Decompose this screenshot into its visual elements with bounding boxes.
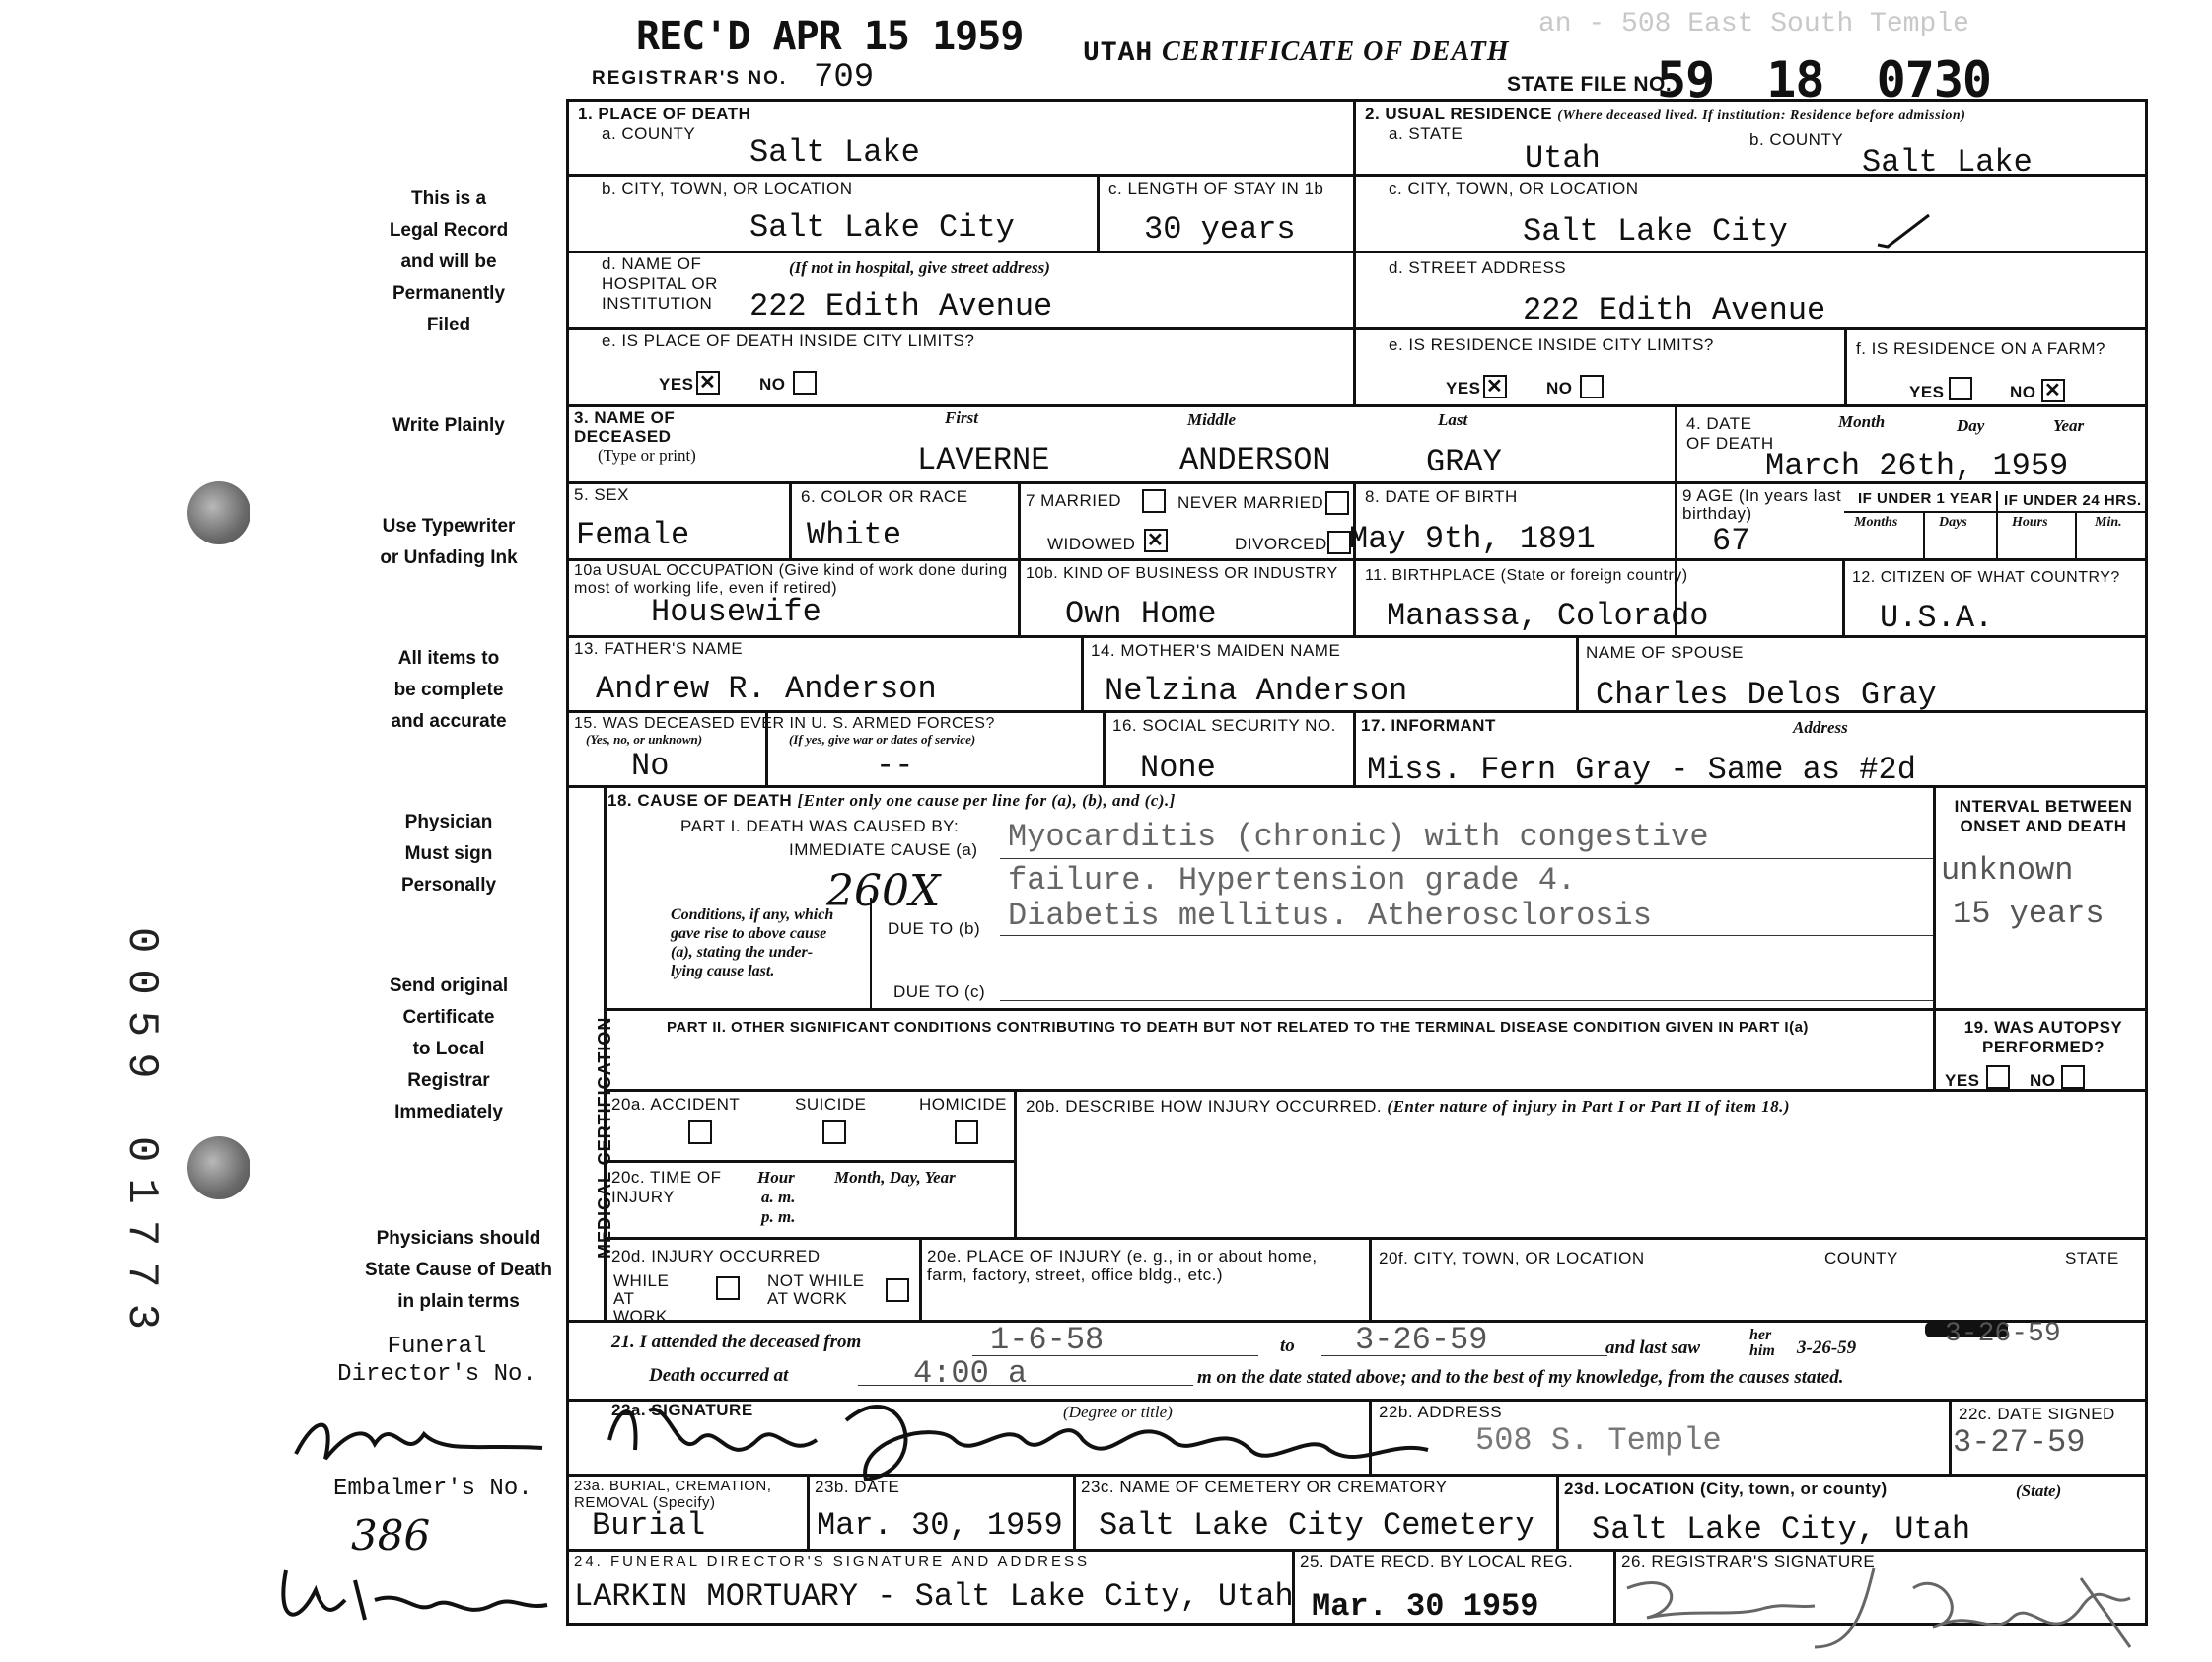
occurred-time: 4:00 a <box>913 1355 1028 1392</box>
sidebar-text: to Local <box>412 1039 485 1059</box>
res-state: Utah <box>1525 140 1601 177</box>
dod-label-text: 4. DATE OF DEATH <box>1686 414 1774 453</box>
residence-label <box>1365 105 1965 125</box>
burial-type: Burial <box>592 1507 706 1544</box>
rule <box>1353 481 1356 635</box>
rule <box>1844 327 1847 404</box>
rule <box>1353 99 1356 404</box>
spouse: Charles Delos Gray <box>1596 677 1937 713</box>
rule <box>789 481 792 558</box>
rule <box>604 1008 2148 1011</box>
not-work-label <box>767 1272 876 1308</box>
street: 222 Edith Avenue <box>1523 292 1826 328</box>
sidebar-text: Send original <box>389 976 509 996</box>
registrars-no: 709 <box>814 59 875 97</box>
occurred-label: Death occurred at <box>649 1365 789 1386</box>
sidebar-text: Legal Record <box>389 220 509 241</box>
res-county-label: b. COUNTY <box>1749 130 1844 149</box>
mother-label: 14. MOTHER'S MAIDEN NAME <box>1091 641 1341 660</box>
farm-no-checkbox[interactable] <box>2041 379 2065 402</box>
mdy-label: Month, Day, Year <box>834 1168 956 1187</box>
due-b-label: DUE TO (b) <box>888 919 981 938</box>
citizen-label: 12. CITIZEN OF WHAT COUNTRY? <box>1852 569 2120 586</box>
widowed-label: WIDOWED <box>1047 535 1136 553</box>
divorced-label: DIVORCED <box>1235 535 1327 553</box>
res-city-label: c. CITY, TOWN, OR LOCATION <box>1389 180 1639 198</box>
race: White <box>807 517 902 553</box>
sidebar-embalmer-no: Embalmer's No. <box>333 1476 533 1502</box>
sidebar-text: All items to <box>397 648 500 669</box>
punch-hole-bottom <box>187 1136 250 1199</box>
sidebar-physician <box>335 807 562 902</box>
hour-label: Hour <box>757 1168 795 1187</box>
homicide-label: HOMICIDE <box>919 1095 1007 1114</box>
suicide-checkbox[interactable] <box>822 1120 846 1144</box>
age-label-text: 9 AGE (In years last birthday) <box>1682 486 1842 523</box>
sidebar-text: Funeral <box>387 1334 487 1360</box>
autopsy-yes-checkbox[interactable] <box>1986 1065 2010 1089</box>
title-text: CERTIFICATE OF DEATH <box>1162 36 1510 67</box>
rule <box>1103 710 1106 785</box>
res-yes-label: YES <box>1446 379 1481 397</box>
day-label: Day <box>1957 416 1985 435</box>
date-of-death: March 26th, 1959 <box>1765 448 2069 484</box>
sidebar-text: State Cause of Death <box>364 1260 553 1280</box>
sidebar-text: Permanently <box>392 283 506 304</box>
interval-a: unknown <box>1941 852 2074 889</box>
burial-type-label <box>574 1478 797 1511</box>
mother: Nelzina Anderson <box>1105 673 1408 709</box>
stay-label: c. LENGTH OF STAY IN 1b <box>1108 180 1324 198</box>
cause-a-line2: failure. Hypertension grade 4. <box>1008 862 1577 899</box>
cause-a-underline <box>1000 858 1933 859</box>
occurred-suffix: m on the date stated above; and to the best of my knowledge, from the causes stated. <box>1197 1367 1844 1388</box>
sidebar-text: or Unfading Ink <box>380 547 518 568</box>
residence-label-note: (Where deceased lived. If institution: Residence before admission) <box>1557 108 1966 123</box>
cemetery-label: 23c. NAME OF CEMETERY OR CREMATORY <box>1081 1478 1448 1496</box>
res-city: Salt Lake City <box>1523 213 1788 250</box>
under-day-label: IF UNDER 24 HRS. <box>2004 492 2142 509</box>
autopsy-label <box>1939 1018 2148 1057</box>
rule <box>604 1237 2148 1240</box>
autopsy-no-label: NO <box>2030 1071 2056 1090</box>
immediate-label: IMMEDIATE CAUSE (a) <box>789 840 978 859</box>
interval-b: 15 years <box>1953 896 2105 932</box>
rule <box>1613 1549 1616 1626</box>
dob-label: 8. DATE OF BIRTH <box>1365 487 1518 506</box>
cause-a-line1: Myocarditis (chronic) with congestive <box>1008 819 1709 855</box>
autopsy-no-checkbox[interactable] <box>2061 1065 2085 1089</box>
medical-side-label: MEDICAL CERTIFICATION <box>595 1016 614 1259</box>
farm-no-label: NO <box>2010 383 2036 401</box>
occupation-label <box>574 562 1008 598</box>
due-c-label: DUE TO (c) <box>893 982 986 1001</box>
sidebar-text: Use Typewriter <box>382 516 516 537</box>
rule <box>604 1160 1014 1163</box>
attended-from: 1-6-58 <box>990 1322 1105 1358</box>
rule <box>1081 635 1084 710</box>
injury-desc-label-text: 20b. DESCRIBE HOW INJURY OCCURRED. <box>1026 1097 1383 1116</box>
not-work-checkbox[interactable] <box>886 1278 909 1302</box>
while-work-checkbox[interactable] <box>716 1276 740 1300</box>
funeral-director: LARKIN MORTUARY - Salt Lake City, Utah <box>574 1578 1294 1615</box>
alive-on: 3-26-59 <box>1945 1319 2061 1349</box>
sidebar-send <box>335 971 562 1128</box>
res-inside-label: e. IS RESIDENCE INSIDE CITY LIMITS? <box>1389 335 1714 354</box>
armed-note-a: (Yes, no, or unknown) <box>586 732 703 747</box>
res-yes-checkbox[interactable] <box>1483 375 1507 398</box>
title-state: UTAH <box>1083 38 1154 69</box>
vertical-certificate-number: 0059 01773 <box>116 927 166 1346</box>
while-work-text: WHILE AT WORK <box>613 1271 670 1326</box>
registrars-no-label: REGISTRAR'S NO. <box>592 68 788 89</box>
sidebar-complete <box>335 643 562 738</box>
sidebar-text: be complete <box>393 680 504 700</box>
time-injury-label-text: 20c. TIME OF INJURY <box>611 1168 722 1206</box>
first-label: First <box>945 408 979 427</box>
armed-dates: -- <box>876 748 914 784</box>
res-state-label: a. STATE <box>1389 124 1463 143</box>
hospital-label <box>602 254 740 314</box>
funeral-director-signature-drawing <box>286 1405 552 1474</box>
location: Salt Lake City, Utah <box>1592 1511 1971 1548</box>
check-mark-drawing <box>1874 211 1933 251</box>
place-injury-label <box>927 1247 1361 1284</box>
ssn-label: 16. SOCIAL SECURITY NO. <box>1112 716 1336 735</box>
cause-label-text: 18. CAUSE OF DEATH <box>607 791 793 810</box>
farm-yes-checkbox[interactable] <box>1949 377 1972 400</box>
pod-county: Salt Lake <box>749 134 920 171</box>
age: 67 <box>1712 523 1750 559</box>
rule <box>604 1089 2148 1092</box>
interval-label-text: INTERVAL BETWEEN ONSET AND DEATH <box>1954 797 2133 835</box>
divorced-checkbox[interactable] <box>1327 531 1351 554</box>
date-recd: Mar. 30 1959 <box>1312 1588 1539 1625</box>
rule <box>566 327 2148 330</box>
stay: 30 years <box>1144 211 1296 248</box>
hospital-note: (If not in hospital, give street address) <box>789 258 1050 277</box>
sidebar-funeral-no <box>314 1334 560 1389</box>
sidebar-text: Physicians should <box>376 1228 541 1249</box>
dob: May 9th, 1891 <box>1349 521 1596 557</box>
conditions-label-text: Conditions, if any, which gave rise to above cause (a), stating the under- lying cause last. <box>671 906 834 979</box>
farm-label: f. IS RESIDENCE ON A FARM? <box>1856 339 2105 358</box>
interval-label <box>1939 797 2148 836</box>
rule <box>1923 511 1925 558</box>
sidebar-typewriter <box>335 511 562 574</box>
suicide-label: SUICIDE <box>795 1095 867 1114</box>
cemetery: Salt Lake City Cemetery <box>1099 1507 1534 1544</box>
attended-label: 21. I attended the deceased from <box>611 1332 862 1352</box>
rule <box>1933 785 1936 1089</box>
rule <box>1576 635 1579 710</box>
her-him-label: her him <box>1749 1327 1775 1359</box>
days-label: Days <box>1939 515 1967 530</box>
rule <box>1949 1399 1952 1474</box>
while-work-label <box>613 1272 692 1326</box>
check-mark <box>1874 211 1933 255</box>
name-label <box>574 408 742 446</box>
business: Own Home <box>1065 596 1217 632</box>
embalmer-number: 386 <box>351 1511 431 1559</box>
rule <box>566 558 2148 561</box>
rule <box>1369 1237 1372 1320</box>
sidebar-text: Director's No. <box>337 1361 536 1388</box>
pod-county-label: a. COUNTY <box>602 124 696 143</box>
attended-to-underline <box>1321 1355 1607 1356</box>
rule <box>2075 511 2077 558</box>
sidebar-text: and will be <box>400 252 497 272</box>
burial-type-label-text: 23a. BURIAL, CREMATION, REMOVAL (Specify) <box>574 1478 772 1511</box>
min-label: Min. <box>2095 515 2122 530</box>
burial-date: Mar. 30, 1959 <box>817 1507 1063 1544</box>
cause-label <box>607 791 1176 810</box>
location-state-label: (State) <box>2016 1481 2062 1500</box>
birthplace-label: 11. BIRTHPLACE (State or foreign country) <box>1365 567 1688 584</box>
rule <box>1556 1474 1559 1549</box>
address-label: 22b. ADDRESS <box>1379 1403 1503 1421</box>
birthplace: Manassa, Colorado <box>1387 598 1709 634</box>
cause-b-underline <box>1000 935 1933 936</box>
injury-county-label: COUNTY <box>1824 1249 1898 1267</box>
pod-yes-label: YES <box>659 375 694 394</box>
pod-city: Salt Lake City <box>749 209 1015 246</box>
sidebar-text: This is a <box>410 188 487 209</box>
sidebar-text: in plain terms <box>397 1291 520 1312</box>
res-no-checkbox[interactable] <box>1580 375 1604 398</box>
burial-date-label: 23b. DATE <box>815 1478 900 1496</box>
name-note: (Type or print) <box>598 446 696 465</box>
sidebar-text: Must sign <box>404 843 493 864</box>
never-married-label: NEVER MARRIED <box>1177 493 1324 512</box>
autopsy-label-text: 19. WAS AUTOPSY PERFORMED? <box>1963 1018 2123 1056</box>
time-injury-label <box>611 1168 730 1207</box>
embalmer-signature-drawing <box>266 1560 552 1639</box>
hospital: 222 Edith Avenue <box>749 288 1053 325</box>
sidebar-legal <box>335 183 562 341</box>
sidebar-text: Certificate <box>402 1007 495 1028</box>
city-injury-label: 20f. CITY, TOWN, OR LOCATION <box>1379 1249 1645 1267</box>
place-of-death-label: 1. PLACE OF DEATH <box>578 105 751 123</box>
rule <box>919 1237 922 1320</box>
sidebar-text: Filed <box>426 315 471 335</box>
not-work-text: NOT WHILE AT WORK <box>767 1271 865 1308</box>
state-file-label: STATE FILE NO. <box>1507 73 1673 96</box>
attended-to: 3-26-59 <box>1355 1322 1488 1358</box>
date-signed-label: 22c. DATE SIGNED <box>1959 1405 2115 1423</box>
conditions-label <box>671 905 848 980</box>
father-label: 13. FATHER'S NAME <box>574 639 744 658</box>
cause-note: [Enter only one cause per line for (a), (b), and (c).] <box>797 791 1176 810</box>
last-name: GRAY <box>1426 444 1502 480</box>
punch-hole-top <box>187 481 250 544</box>
last-label: Last <box>1438 410 1468 429</box>
occupation: Housewife <box>651 594 821 630</box>
sex: Female <box>576 517 690 553</box>
accident-checkbox[interactable] <box>688 1120 712 1144</box>
cause-c-underline <box>1000 1000 1933 1001</box>
hospital-label-text: d. NAME OF HOSPITAL OR INSTITUTION <box>602 254 718 313</box>
signature-label: 22a. SIGNATURE <box>611 1401 753 1419</box>
location-label: 23d. LOCATION (City, town, or county) <box>1564 1480 1888 1498</box>
rule <box>1097 174 1100 251</box>
year-label: Year <box>2053 416 2085 435</box>
middle-name: ANDERSON <box>1179 442 1331 478</box>
injury-desc-label <box>1026 1097 1790 1116</box>
age-label <box>1682 487 1850 523</box>
pod-city-label: b. CITY, TOWN, OR LOCATION <box>602 180 853 198</box>
cause-b: Diabetis mellitus. Atherosclorosis <box>1008 898 1652 934</box>
first-name: LAVERNE <box>917 442 1050 478</box>
street-label: d. STREET ADDRESS <box>1389 258 1567 277</box>
registrar-signature-label: 26. REGISTRAR'S SIGNATURE <box>1621 1553 1876 1571</box>
residence-label-text: 2. USUAL RESIDENCE <box>1365 105 1553 123</box>
race-label: 6. COLOR OR RACE <box>801 487 968 506</box>
funeral-director-signature <box>286 1405 552 1486</box>
hours-label: Hours <box>2012 515 2048 530</box>
part1-label: PART I. DEATH WAS CAUSED BY: <box>680 817 960 835</box>
rule <box>566 404 2148 407</box>
rule <box>1018 481 1021 558</box>
sidebar-write: Write Plainly <box>392 415 505 436</box>
informant: Miss. Fern Gray - Same as #2d <box>1367 752 1916 788</box>
injury-occurred-label: 20d. INJURY OCCURRED <box>611 1247 821 1265</box>
occupation-label-text: 10a USUAL OCCUPATION (Give kind of work done during most of working life, even if retired) <box>574 562 1008 597</box>
faded-top-text: an - 508 East South Temple <box>1538 9 1969 39</box>
sidebar-text: Registrar <box>407 1070 490 1091</box>
middle-label: Middle <box>1187 410 1237 429</box>
cause-code: 260X <box>826 866 941 916</box>
part2-label: PART II. OTHER SIGNIFICANT CONDITIONS CONTRIBUTING TO DEATH BUT NOT RELATED TO THE TERMINAL DISEASE CONDITION GIVEN IN PART I(a) <box>667 1019 1809 1036</box>
place-injury-label-text: 20e. PLACE OF INJURY (e. g., in or about home, farm, factory, street, office bldg., etc.) <box>927 1247 1318 1284</box>
rule <box>1014 1089 1017 1237</box>
homicide-checkbox[interactable] <box>955 1120 978 1144</box>
injury-state-label: STATE <box>2065 1249 2119 1267</box>
citizen: U.S.A. <box>1880 600 1994 636</box>
informant-label: 17. INFORMANT <box>1361 716 1496 735</box>
state-file-no: 59 18 0730 <box>1657 51 1992 108</box>
autopsy-yes-label: YES <box>1945 1071 1980 1090</box>
sidebar-text: Physician <box>404 812 493 832</box>
to-label: to <box>1280 1336 1295 1356</box>
certificate-title <box>1083 36 1510 69</box>
spouse-label: NAME OF SPOUSE <box>1586 643 1745 662</box>
month-label: Month <box>1838 412 1886 431</box>
date-signed: 3-27-59 <box>1953 1424 2086 1461</box>
father: Andrew R. Anderson <box>596 671 937 707</box>
pod-yes-checkbox[interactable] <box>696 371 720 395</box>
name-label-text: 3. NAME OF DECEASED <box>574 408 676 446</box>
pod-no-label: NO <box>759 375 786 394</box>
funeral-director-label: 24. FUNERAL DIRECTOR'S SIGNATURE AND ADDRESS <box>574 1554 1091 1570</box>
armed-label: 15. WAS DECEASED EVER IN U. S. ARMED FORCES? <box>574 715 995 732</box>
res-no-label: NO <box>1546 379 1573 397</box>
sidebar-text: Immediately <box>394 1102 503 1122</box>
registrar-signature <box>1617 1549 2150 1662</box>
degree-label: (Degree or title) <box>1063 1403 1173 1421</box>
informant-address-label: Address <box>1793 718 1848 737</box>
ssn: None <box>1140 750 1216 786</box>
sidebar-text: and accurate <box>391 711 507 732</box>
pod-inside-label: e. IS PLACE OF DEATH INSIDE CITY LIMITS? <box>602 331 975 350</box>
sidebar-text: Personally <box>400 875 497 896</box>
sex-label: 5. SEX <box>574 485 629 504</box>
res-county: Salt Lake <box>1862 144 2033 181</box>
injury-desc-note: (Enter nature of injury in Part I or Part II of item 18.) <box>1387 1097 1791 1116</box>
farm-yes-label: YES <box>1909 383 1945 401</box>
dod-label <box>1686 414 1775 454</box>
married-checkbox[interactable] <box>1142 489 1166 513</box>
embalmer-signature <box>266 1560 552 1643</box>
physician-address: 508 S. Temple <box>1475 1422 1722 1459</box>
date-recd-label: 25. DATE RECD. BY LOCAL REG. <box>1300 1553 1574 1571</box>
pm-label: p. m. <box>761 1207 796 1226</box>
married-label: 7 MARRIED <box>1026 491 1122 510</box>
under-year-label: IF UNDER 1 YEAR <box>1858 490 1993 507</box>
sidebar-plain <box>335 1223 582 1318</box>
armed-note-b: (If yes, give war or dates of service) <box>789 732 976 747</box>
last-saw-label: and last saw <box>1605 1337 1701 1358</box>
rule <box>1353 710 1356 785</box>
rule <box>1996 491 1998 558</box>
armed: No <box>631 748 670 784</box>
widowed-checkbox[interactable] <box>1144 529 1168 552</box>
business-label: 10b. KIND OF BUSINESS OR INDUSTRY <box>1026 565 1338 582</box>
received-stamp: REC'D APR 15 1959 <box>636 14 1024 59</box>
rule <box>1842 558 1845 635</box>
never-married-checkbox[interactable] <box>1325 491 1349 515</box>
accident-label: 20a. ACCIDENT <box>611 1095 741 1114</box>
registrar-signature-drawing <box>1617 1549 2150 1657</box>
alive-on-label: 3-26-59 <box>1797 1337 1857 1358</box>
am-label: a. m. <box>761 1188 796 1206</box>
pod-no-checkbox[interactable] <box>793 371 817 395</box>
months-label: Months <box>1854 515 1898 530</box>
